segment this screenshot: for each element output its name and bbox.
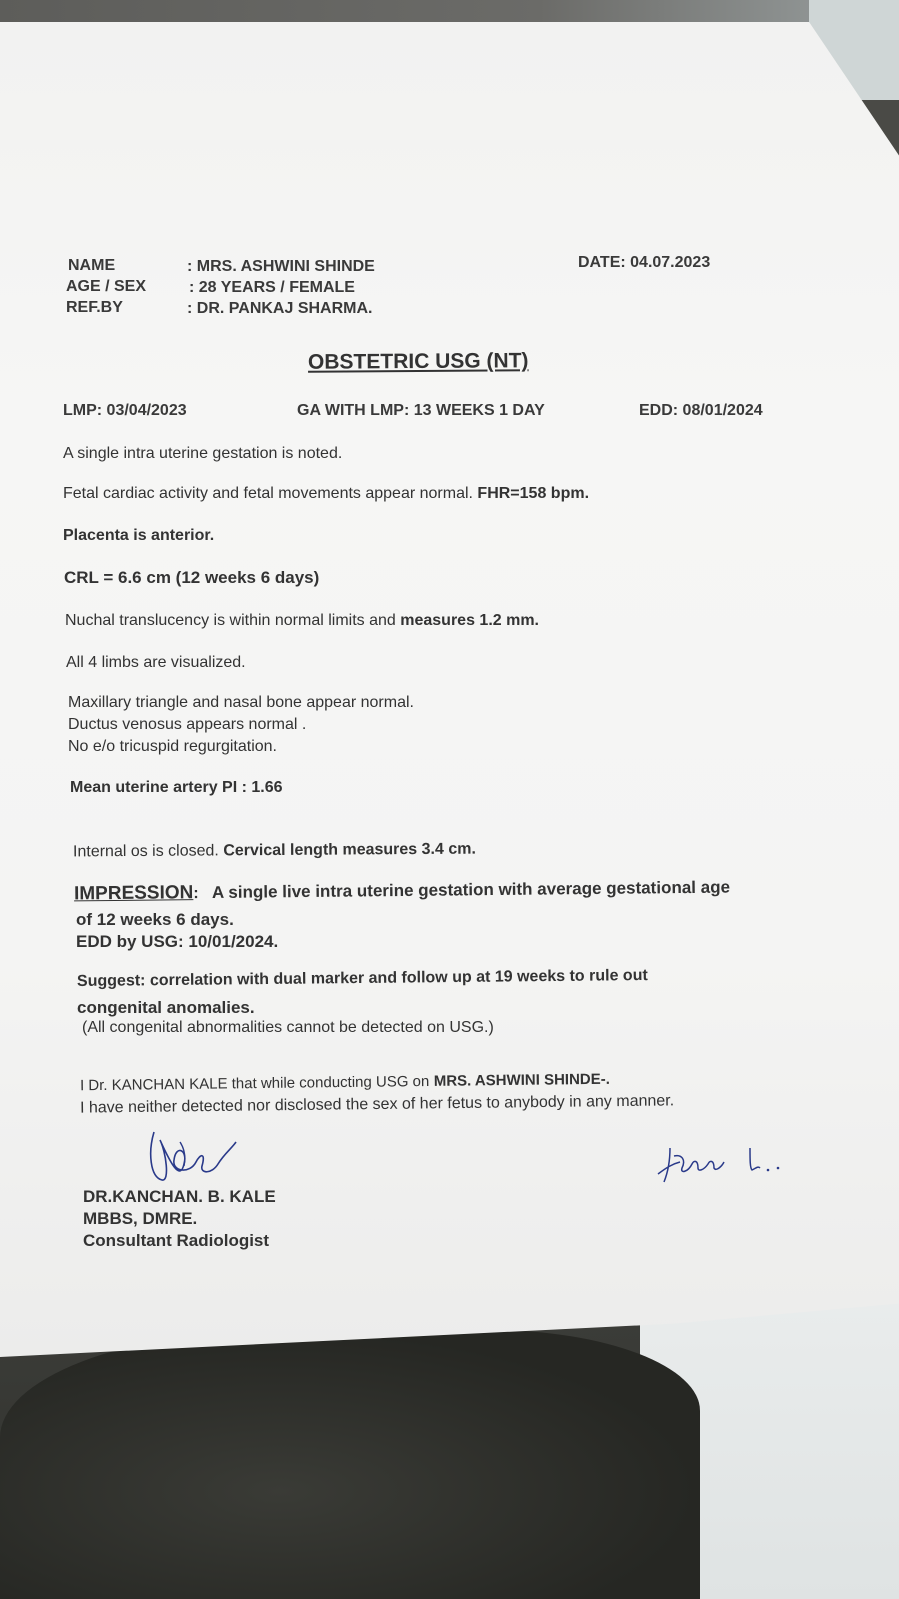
signatory-role: Consultant Radiologist xyxy=(83,1231,270,1250)
name-value: : MRS. ASHWINI SHINDE xyxy=(187,258,375,275)
impression-text-1: A single live intra uterine gestation with average gestational age xyxy=(211,877,731,902)
finding-cardiac xyxy=(63,485,589,503)
finding-placenta: Placenta is anterior. xyxy=(63,527,215,544)
finding-nt-text: Nuchal translucency is within normal limits and xyxy=(65,612,396,629)
finding-os: Internal os is closed. xyxy=(72,842,219,861)
signatory-degree: MBBS, DMRE. xyxy=(83,1209,198,1228)
finding-fhr: FHR=158 bpm. xyxy=(477,485,590,502)
impression-colon: : xyxy=(193,885,199,903)
doctor-signature xyxy=(140,1122,250,1192)
finding-nt xyxy=(65,612,539,630)
report-title: OBSTETRIC USG (NT) xyxy=(307,349,529,374)
suggest-line-3: (All congenital abnormalities cannot be detected on USG.) xyxy=(82,1019,494,1036)
finding-ductus: Ductus venosus appears normal . xyxy=(68,716,307,733)
age-label: AGE / SEX xyxy=(66,278,147,295)
suggest-line-2: congenital anomalies. xyxy=(77,998,255,1017)
declaration-line-2: I have neither detected nor disclosed the sex of her fetus to anybody in any manner. xyxy=(79,1092,675,1117)
report-date: DATE: 04.07.2023 xyxy=(578,254,711,271)
finding-cervix xyxy=(73,841,476,862)
finding-nt-measure: measures 1.2 mm. xyxy=(400,612,539,629)
impression-label: IMPRESSION xyxy=(73,882,194,905)
finding-gestation: A single intra uterine gestation is noted. xyxy=(63,445,343,462)
finding-cardiac-text: Fetal cardiac activity and fetal movements appear normal. xyxy=(63,485,473,502)
edd: EDD: 08/01/2024 xyxy=(639,402,763,419)
name-label: NAME xyxy=(68,257,116,274)
background-cloth xyxy=(0,1330,700,1599)
suggest-line-1: Suggest: correlation with dual marker and follow up at 19 weeks to rule out xyxy=(76,967,648,990)
declaration-patient: MRS. ASHWINI SHINDE-. xyxy=(433,1070,610,1090)
declaration-text-1: I Dr. KANCHAN KALE that while conducting USG on xyxy=(79,1072,430,1095)
finding-crl: CRL = 6.6 cm (12 weeks 6 days) xyxy=(64,568,320,587)
finding-uterine-pi: Mean uterine artery PI : 1.66 xyxy=(70,779,283,796)
finding-maxillary: Maxillary triangle and nasal bone appear normal. xyxy=(68,694,414,711)
ref-value: : DR. PANKAJ SHARMA. xyxy=(187,300,373,317)
patient-signature xyxy=(652,1138,802,1186)
lmp: LMP: 03/04/2023 xyxy=(63,402,187,419)
impression-text-2: of 12 weeks 6 days. xyxy=(76,910,234,929)
ga-with-lmp: GA WITH LMP: 13 WEEKS 1 DAY xyxy=(297,402,545,419)
finding-cervical-length: Cervical length measures 3.4 cm. xyxy=(223,840,476,860)
signatory-name: DR.KANCHAN. B. KALE xyxy=(83,1187,276,1206)
age-value: : 28 YEARS / FEMALE xyxy=(189,279,355,296)
finding-limbs: All 4 limbs are visualized. xyxy=(66,654,246,671)
ref-label: REF.BY xyxy=(66,299,123,316)
finding-tricuspid: No e/o tricuspid regurgitation. xyxy=(68,738,277,755)
impression-text-3: EDD by USG: 10/01/2024. xyxy=(76,932,279,951)
